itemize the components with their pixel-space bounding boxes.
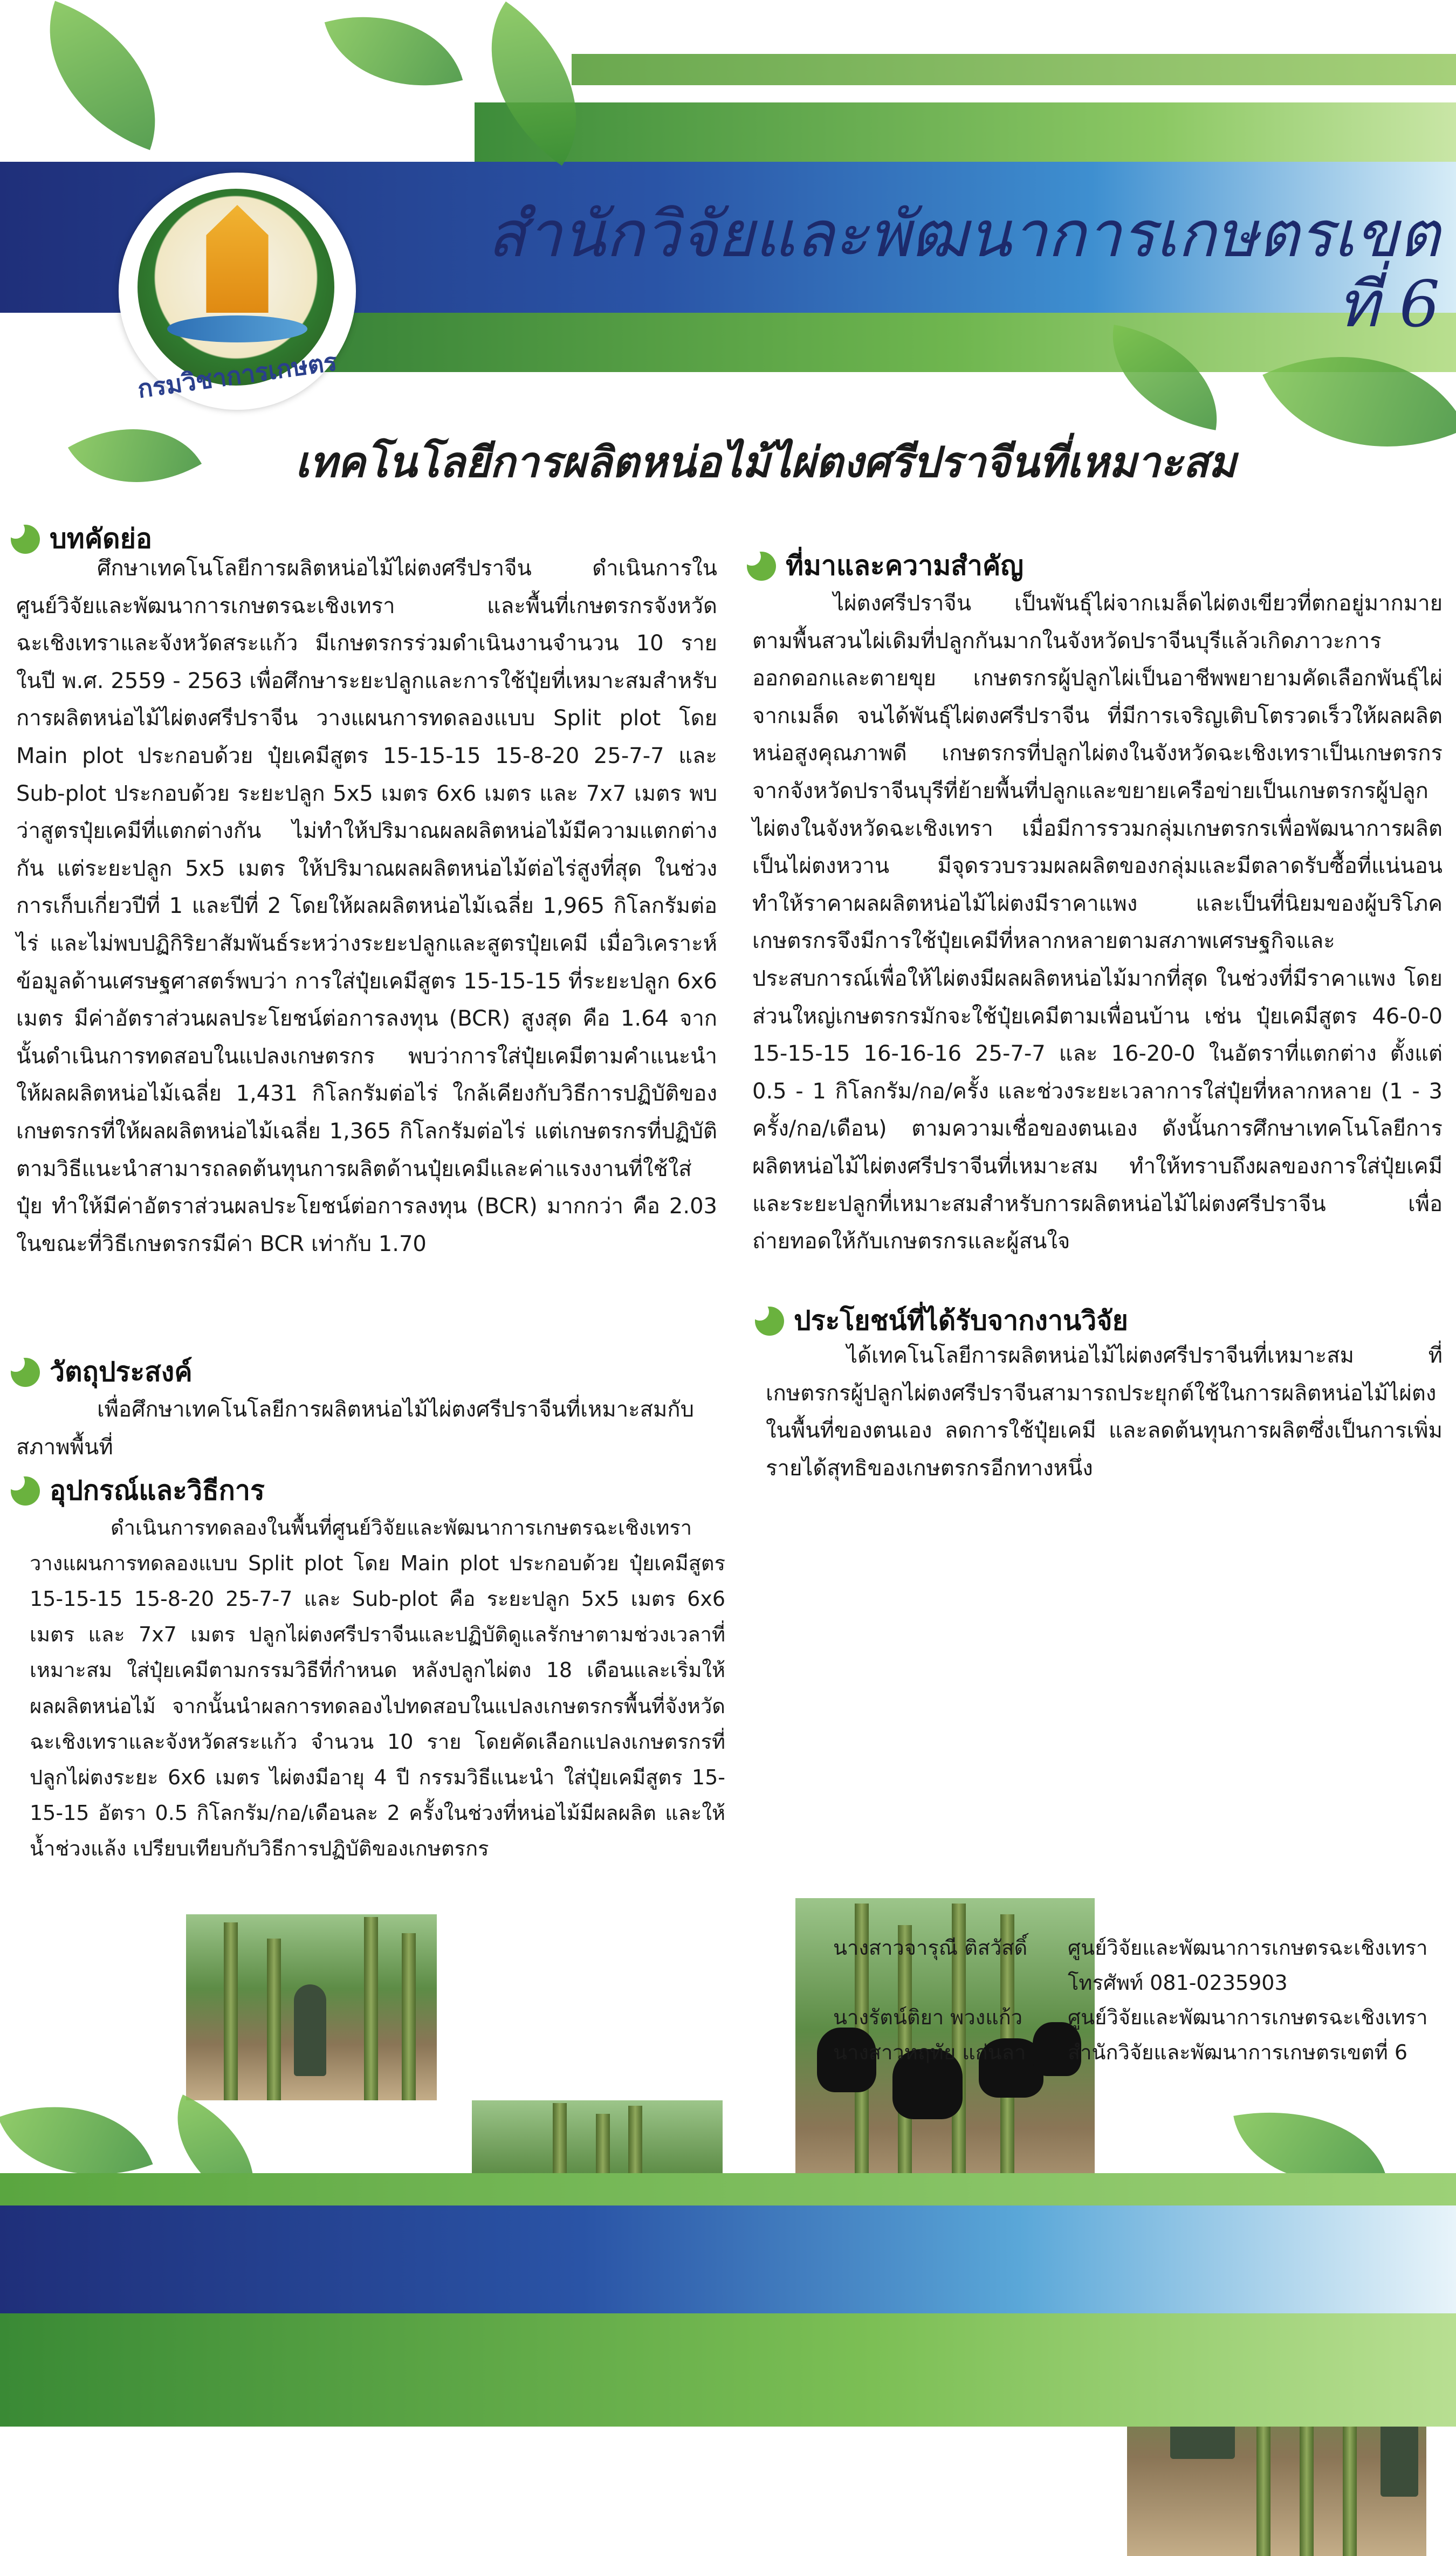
leaf-bullet-icon: [755, 1307, 784, 1336]
field-photo-1: [186, 1914, 437, 2100]
objective-text: เพื่อศึกษาเทคโนโลยีการผลิตหน่อไม้ไผ่ตงศรีปราจีนที่เหมาะสมกับสภาพพื้นที่: [16, 1397, 695, 1460]
methods-heading: อุปกรณ์และวิธีการ: [11, 1469, 265, 1512]
author-affiliation: ศูนย์วิจัยและพัฒนาการเกษตรฉะเชิงเทรา: [1068, 1936, 1428, 1960]
water-icon: [167, 315, 307, 342]
author-name: นางสาวหฤทัย แก่นลา: [833, 2040, 1026, 2064]
leaf-decoration: [68, 394, 202, 518]
authors-block: [833, 1930, 1448, 2070]
leaf-bullet-icon: [11, 525, 40, 554]
footer-green-band: [0, 2313, 1456, 2427]
author-row: [833, 1930, 1448, 1966]
author-row: [833, 2000, 1448, 2035]
objective-heading: วัตถุประสงค์: [11, 1351, 193, 1393]
author-row: [833, 2035, 1448, 2070]
abstract-text: ศึกษาเทคโนโลยีการผลิตหน่อไม้ไผ่ตงศรีปราจีน ดำเนินการในศูนย์วิจัยและพัฒนาการเกษตรฉะเชิงเทรา และพื้นที่เกษตรกรจังหวัดฉะเชิงเทราและจังหวัดสระแก้ว มีเกษตรกรร่วมดำเนินงานจำนวน 10 ราย ในปี พ.ศ. 2559 - 2563 เพื่อศึกษาระยะปลูกและการใช้ปุ๋ยที่เหมาะสมสำหรับการผลิตหน่อไม้ไผ่ตงศรีปราจีน วางแผนการทดลองแบบ Split plot โดย Main plot ประกอบด้วย ปุ๋ยเคมีสูตร 15-15-15 15-8-20 25-7-7 และ Sub-plot ประกอบด้วย ระยะปลูก 5x5 เมตร 6x6 เมตร และ 7x7 เมตร พบว่าสูตรปุ๋ยเคมีที่แตกต่างกัน ไม่ทำให้ปริมาณผลผลิตหน่อไม้มีความแตกต่างกัน แต่ระยะปลูก 5x5 เมตร ให้ปริมาณผลผลิตหน่อไม้ต่อไร่สูงที่สุด ในช่วงการเก็บเกี่ยวปีที่ 1 และปีที่ 2 โดยให้ผลผลิตหน่อไม้เฉลี่ย 1,965 กิโลกรัมต่อไร่ และไม่พบปฏิกิริยาสัมพันธ์ระหว่างระยะปลูกและสูตรปุ๋ยเคมี เมื่อวิเคราะห์ข้อมูลด้านเศรษฐศาสตร์พบว่า การใส่ปุ๋ยเคมีสูตร 15-15-15 ที่ระยะปลูก 6x6 เมตร มีค่าอัตราส่วนผลประโยชน์ต่อการลงทุน (BCR) สูงสุด คือ 1.64 จากนั้นดำเนินการทดสอบในแปลงเกษตรกร พบว่าการใส่ปุ๋ยเคมีตามคำแนะนำ ให้ผลผลิตหน่อไม้เฉลี่ย 1,431 กิโลกรัมต่อไร่ ใกล้เคียงกับวิธีการปฏิบัติของเกษตรกรที่ให้ผลผลิตหน่อไม้เฉลี่ย 1,365 กิโลกรัมต่อไร่ แต่เกษตรกรที่ปฏิบัติตามวิธีแนะนำสามารถลดต้นทุนการผลิตด้านปุ๋ยเคมีและค่าแรงงานที่ใช้ใส่ปุ๋ย ทำให้มีค่าอัตราส่วนผลประโยชน์ต่อการลงทุน (BCR) มากกว่า คือ 2.03 ในขณะที่วิธีเกษตรกรมีค่า BCR เท่ากับ 1.70: [16, 556, 717, 1256]
author-name: นางสาวจารุณี ติสวัสดิ์: [833, 1936, 1028, 1960]
benefits-text: ได้เทคโนโลยีการผลิตหน่อไม้ไผ่ตงศรีปราจีนที่เหมาะสม ที่เกษตรกรผู้ปลูกไผ่ตงศรีปราจีนสามารถประยุกต์ใช้ในการผลิตหน่อไม้ไผ่ตงในพื้นที่ของตนเอง ลดการใช้ปุ๋ยเคมี และลดต้นทุนการผลิตซึ่งเป็นการเพิ่มรายได้สุทธิของเกษตรกรอีกทางหนึ่ง: [766, 1343, 1443, 1481]
author-name: นางรัตน์ติยา พวงแก้ว: [833, 2005, 1023, 2030]
leaf-decoration: [325, 0, 463, 111]
footer-blue-band: [0, 2205, 1456, 2313]
author-phone: โทรศัพท์ 081-0235903: [1068, 1970, 1288, 1995]
background-text: ไผ่ตงศรีปราจีน เป็นพันธุ์ไผ่จากเมล็ดไผ่ตงเขียวที่ตกอยู่มากมายตามพื้นสวนไผ่เดิมที่ปลูกกันมากในจังหวัดปราจีนบุรีแล้วเกิดภาวะการออกดอกและตายขุย เกษตรกรผู้ปลูกไผ่เป็นอาชีพพยายามคัดเลือกพันธุ์ไผ่จากเมล็ด จนได้พันธุ์ไผ่ตงศรีปราจีน ที่มีการเจริญเติบโตรวดเร็วให้ผลผลิตหน่อสูงคุณภาพดี เกษตรกรที่ปลูกไผ่ตงในจังหวัดฉะเชิงเทราเป็นเกษตรกรจากจังหวัดปราจีนบุรีที่ย้ายพื้นที่ปลูกและขยายเครือข่ายเป็นเกษตรกรผู้ปลูกไผ่ตงในจังหวัดฉะเชิงเทรา เมื่อมีการรวมกลุ่มเกษตรกรเพื่อพัฒนาการผลิตเป็นไผ่ตงหวาน มีจุดรวบรวมผลผลิตของกลุ่มและมีตลาดรับซื้อที่แน่นอน ทำให้ราคาผลผลิตหน่อไม้ไผ่ตงมีราคาแพง และเป็นที่นิยมของผู้บริโภค เกษตรกรจึงมีการใช้ปุ๋ยเคมีที่หลากหลายตามสภาพเศรษฐกิจและประสบการณ์เพื่อให้ไผ่ตงมีผลผลิตหน่อไม้มากที่สุด ในช่วงที่มีราคาแพง โดยส่วนใหญ่เกษตรกรมักจะใช้ปุ๋ยเคมีตามเพื่อนบ้าน เช่น ปุ๋ยเคมีสูตร 46-0-0 15-15-15 16-16-16 25-7-7 และ 16-20-0 ในอัตราที่แตกต่าง ตั้งแต่ 0.5 - 1 กิโลกรัม/กอ/ครั้ง และช่วงระยะเวลาการใส่ปุ๋ยที่หลากหลาย (1 - 3 ครั้ง/กอ/เดือน) ตามความเชื่อของตนเอง ดังนั้นการศึกษาเทคโนโลยีการผลิตหน่อไม้ไผ่ตงศรีปราจีนที่เหมาะสม ทำให้ทราบถึงผลของการใส่ปุ๋ยเคมีและระยะปลูกที่เหมาะสมสำหรับการผลิตหน่อไม้ไผ่ตงศรีปราจีน เพื่อถ่ายทอดให้กับเกษตรกรและผู้สนใจ: [752, 591, 1443, 1254]
abstract-heading: บทคัดย่อ: [11, 518, 152, 560]
benefits-heading: ประโยชน์ที่ได้รับจากงานวิจัย: [755, 1300, 1128, 1342]
methods-text: ดำเนินการทดลองในพื้นที่ศูนย์วิจัยและพัฒนาการเกษตรฉะเชิงเทรา วางแผนการทดลองแบบ Split plot โดย Main plot ประกอบด้วย ปุ๋ยเคมีสูตร 15-15-15 15-8-20 25-7-7 และ Sub-plot คือ ระยะปลูก 5x5 เมตร 6x6 เมตร และ 7x7 เมตร ปลูกไผ่ตงศรีปราจีนและปฏิบัติดูแลรักษาตามช่วงเวลาที่เหมาะสม ใส่ปุ๋ยเคมีตามกรรมวิธีที่กำหนด หลังปลูกไผ่ตง 18 เดือนและเริ่มให้ผลผลิตหน่อไม้ จากนั้นนำผลการทดลองไปทดสอบในแปลงเกษตรกรพื้นที่จังหวัดฉะเชิงเทราและจังหวัดสระแก้ว จำนวน 10 ราย โดยคัดเลือกแปลงเกษตรกรที่ปลูกไผ่ตงระยะ 6x6 เมตร ไผ่ตงมีอายุ 4 ปี กรรมวิธีแนะนำ ใส่ปุ๋ยเคมีสูตร 15-15-15 อัตรา 0.5 กิโลกรัม/กอ/เดือนละ 2 ครั้งในช่วงที่หน่อไม้มีผลผลิต และให้น้ำช่วงแล้ง เปรียบเทียบกับวิธีการปฏิบัติของเกษตรกร: [30, 1516, 725, 1860]
leaf-bullet-icon: [11, 1476, 40, 1506]
page-title: สำนักวิจัยและพัฒนาการเกษตรเขตที่ 6: [487, 197, 1440, 341]
poster-subtitle: เทคโนโลยีการผลิตหน่อไม้ไผ่ตงศรีปราจีนที่เหมาะสม: [295, 438, 1237, 487]
header-stripe-top: [572, 54, 1456, 85]
header-stripe-green: [475, 102, 1456, 162]
author-affiliation: สำนักวิจัยและพัฒนาการเกษตรเขตที่ 6: [1068, 2040, 1408, 2064]
leaf-decoration: [18, 1, 187, 150]
leaf-bullet-icon: [747, 552, 776, 581]
logo-text: กรมวิชาการเกษตร: [135, 347, 339, 404]
author-name: [833, 1966, 1068, 2001]
background-heading: ที่มาและความสำคัญ: [747, 545, 1024, 587]
author-row: [833, 1966, 1448, 2001]
leaf-bullet-icon: [11, 1358, 40, 1387]
author-affiliation: ศูนย์วิจัยและพัฒนาการเกษตรฉะเชิงเทรา: [1068, 2005, 1428, 2030]
